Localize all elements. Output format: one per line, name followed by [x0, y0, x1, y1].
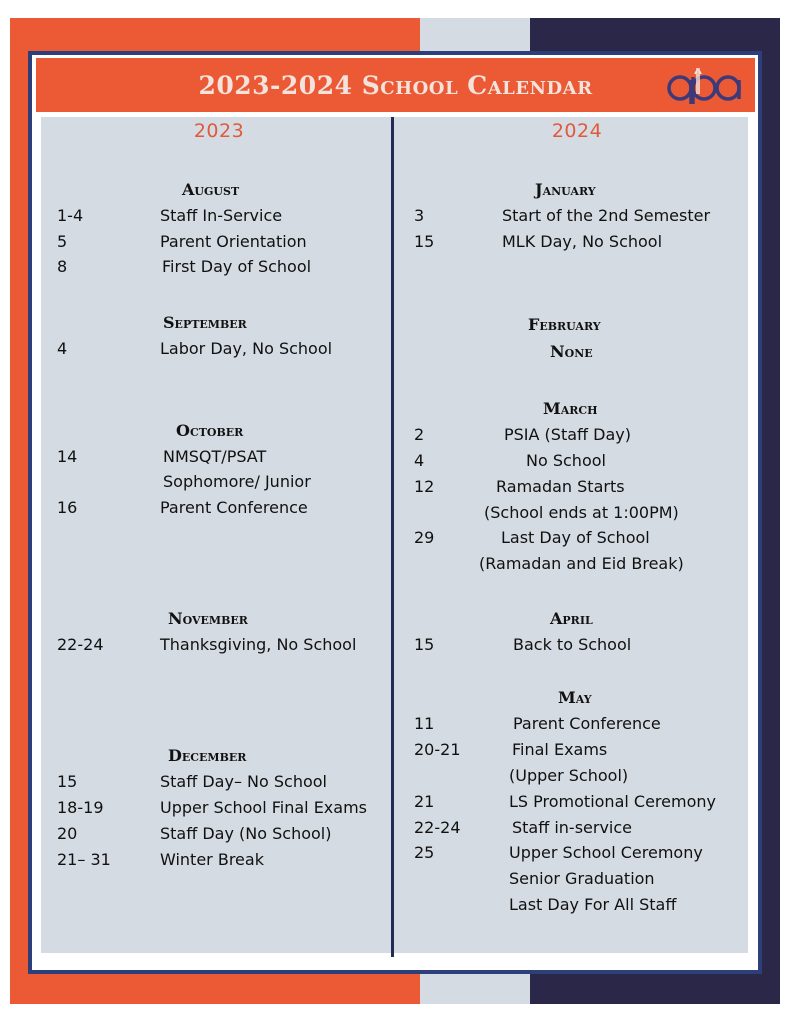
- event-text: Upper School Ceremony: [509, 843, 703, 862]
- event-date: 2: [414, 425, 425, 444]
- month-heading-april: April: [550, 609, 593, 628]
- event-text: (School ends at 1:00PM): [484, 503, 679, 522]
- event-text: No School: [526, 451, 606, 470]
- event-text: Last Day For All Staff: [509, 895, 677, 914]
- month-heading-may: May: [558, 688, 592, 707]
- event-text: MLK Day, No School: [502, 232, 663, 251]
- event-date: 14: [57, 447, 78, 466]
- event-text: Staff Day (No School): [160, 824, 332, 843]
- event-date: 21– 31: [57, 850, 111, 869]
- event-date: 12: [414, 477, 435, 496]
- month-heading-november: November: [168, 609, 248, 628]
- page-title: 2023-2024 School Calendar: [198, 70, 593, 100]
- february-none: None: [550, 342, 593, 361]
- event-date: 8: [57, 257, 68, 276]
- event-date: 3: [414, 206, 425, 225]
- event-text: Sophomore/ Junior: [163, 472, 311, 491]
- event-date: 15: [414, 232, 435, 251]
- event-text: PSIA (Staff Day): [504, 425, 631, 444]
- event-text: NMSQT/PSAT: [163, 447, 267, 466]
- event-text: Parent Orientation: [160, 232, 307, 251]
- event-date: 16: [57, 498, 78, 517]
- event-text: (Upper School): [509, 766, 629, 785]
- event-date: 11: [414, 714, 435, 733]
- event-date: 21: [414, 792, 435, 811]
- event-date: 1-4: [57, 206, 84, 225]
- event-text: Staff Day– No School: [160, 772, 327, 791]
- month-heading-february: February: [528, 315, 601, 334]
- month-heading-march: March: [543, 399, 598, 418]
- event-text: Parent Conference: [513, 714, 661, 733]
- event-date: 25: [414, 843, 435, 862]
- event-date: 22-24: [57, 635, 104, 654]
- month-heading-august: August: [182, 180, 240, 199]
- month-heading-january: January: [535, 180, 596, 199]
- event-text: Start of the 2nd Semester: [502, 206, 711, 225]
- event-text: Staff In-Service: [160, 206, 283, 225]
- month-heading-september: September: [163, 313, 247, 332]
- year-2023-heading: 2023: [193, 120, 245, 142]
- event-text: Winter Break: [160, 850, 264, 869]
- event-text: Thanksgiving, No School: [160, 635, 357, 654]
- year-2024-heading: 2024: [551, 120, 603, 142]
- event-text: Upper School Final Exams: [160, 798, 367, 817]
- event-text: Staff in-service: [512, 818, 633, 837]
- month-heading-october: October: [176, 421, 244, 440]
- event-date: 15: [57, 772, 78, 791]
- event-text: Back to School: [513, 635, 632, 654]
- event-date: 22-24: [414, 818, 461, 837]
- event-date: 15: [414, 635, 435, 654]
- school-logo-icon: [666, 64, 744, 106]
- event-text: Labor Day, No School: [160, 339, 333, 358]
- column-divider: [391, 117, 394, 957]
- event-date: 29: [414, 528, 435, 547]
- event-text: Parent Conference: [160, 498, 308, 517]
- event-date: 20: [57, 824, 78, 843]
- month-heading-december: December: [168, 746, 247, 765]
- event-date: 18-19: [57, 798, 104, 817]
- event-date: 20-21: [414, 740, 461, 759]
- event-text: Senior Graduation: [509, 869, 655, 888]
- event-text: (Ramadan and Eid Break): [479, 554, 684, 573]
- event-date: 4: [414, 451, 425, 470]
- event-text: First Day of School: [162, 257, 312, 276]
- event-text: Last Day of School: [501, 528, 650, 547]
- event-text: LS Promotional Ceremony: [509, 792, 716, 811]
- event-text: Final Exams: [512, 740, 608, 759]
- event-date: 5: [57, 232, 68, 251]
- event-date: 4: [57, 339, 68, 358]
- event-text: Ramadan Starts: [496, 477, 625, 496]
